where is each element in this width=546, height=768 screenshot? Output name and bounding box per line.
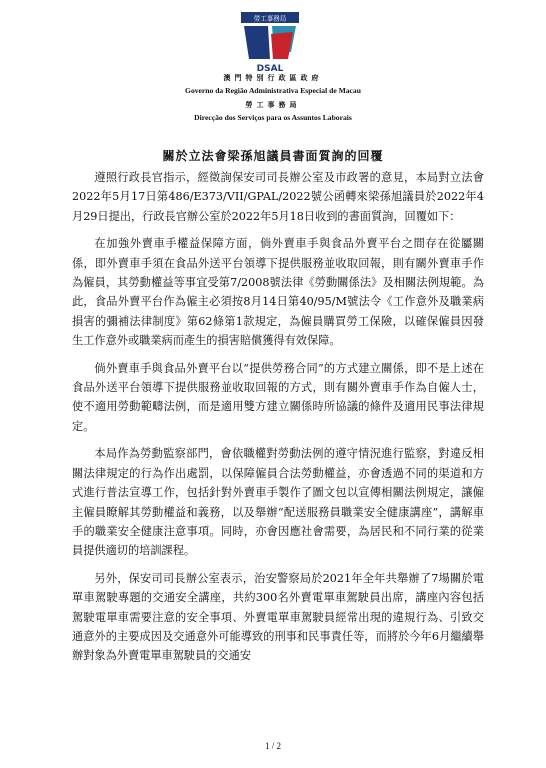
paragraph-2: 在加強外賣車手權益保障方面，倘外賣車手與食品外賣平台之間存在從屬關係，即外賣車手須在食品外送平台領導下提供服務並收取回報，則有關外賣車手作為僱員，其勞動權益等事宜受第7/2008號法律《勞動關係法》及相關法例規範。為此，食品外賣平台作為僱主必須按8月14日第40/95/M號法令《工作意外及職業病損害的彌補法律制度》第62條第1款規定，為僱員購買勞工保險，以確保僱員因發生工作意外或職業病而產生的損害賠償獲得有效保障。 bbox=[72, 237, 484, 348]
page-number: 1 / 2 bbox=[264, 741, 281, 751]
document-body bbox=[72, 168, 484, 674]
government-name-pt: Governo da Região Administrativa Especial de Macau bbox=[185, 86, 361, 95]
letterhead bbox=[0, 70, 546, 124]
department-name-pt: Direcção dos Serviços para os Assuntos Laborais bbox=[194, 113, 352, 122]
logo-text: 勞工事務局 bbox=[253, 14, 287, 23]
paragraph-4: 本局作為勞動監察部門，會依職權對勞動法例的遵守情況進行監察，對違反相關法律規定的行為作出處罰，以保障僱員合法勞動權益，亦會透過不同的渠道和方式進行普法宣導工作，包括針對外賣車手製作了圖文包以宣傳相關法例規定，讓僱主僱員瞭解其勞動權益和義務，以及舉辦“配送服務員職業安全健康講座”，講解車手的職業安全健康注意事項。同時，亦會因應社會需要，為居民和不同行業的從業員提供適切的培訓課程。 bbox=[72, 447, 484, 558]
dsal-emblem-icon bbox=[241, 12, 299, 74]
government-name-zh: 澳門特別行政區政府 bbox=[223, 73, 323, 82]
department-name-zh: 勞工事務局 bbox=[245, 100, 301, 109]
paragraph-3: 倘外賣車手與食品外賣平台以“提供勞務合同”的方式建立關係，即不是上述在食品外送平台領導下提供服務並收取回報的方式，則有關外賣車手作為自僱人士，使不適用勞動範疇法例，而是適用雙方建立關係時所協議的條件及適用民事法律規定。 bbox=[72, 361, 484, 433]
dsal-logo bbox=[241, 12, 299, 74]
logo-abbr: DSAL bbox=[256, 64, 284, 74]
paragraph-1: 遵照行政長官指示，經徵詢保安司司長辦公室及市政署的意見，本局對立法會2022年5月17日第486/E373/VII/GPAL/2022號公函轉來梁孫旭議員於2022年4月29日提出，行政長官辦公室於2022年5月18日收到的書面質詢，回覆如下： bbox=[72, 171, 484, 223]
document-title: 關於立法會梁孫旭議員書面質詢的回覆 bbox=[162, 149, 384, 163]
paragraph-5: 另外，保安司司長辦公室表示，治安警察局於2021年全年共舉辦了7場關於電單車駕駛專題的交通安全講座，共約300名外賣電單車駕駛員出席，講座內容包括駕駛電單車需要注意的安全事項、外賣電單車駕駛員經常出現的違規行為、引致交通意外的主要成因及交通意外可能導致的刑事和民事責任等，而將於今年6月繼續舉辦對象為外賣電單車駕駛員的交通安 bbox=[72, 571, 484, 663]
